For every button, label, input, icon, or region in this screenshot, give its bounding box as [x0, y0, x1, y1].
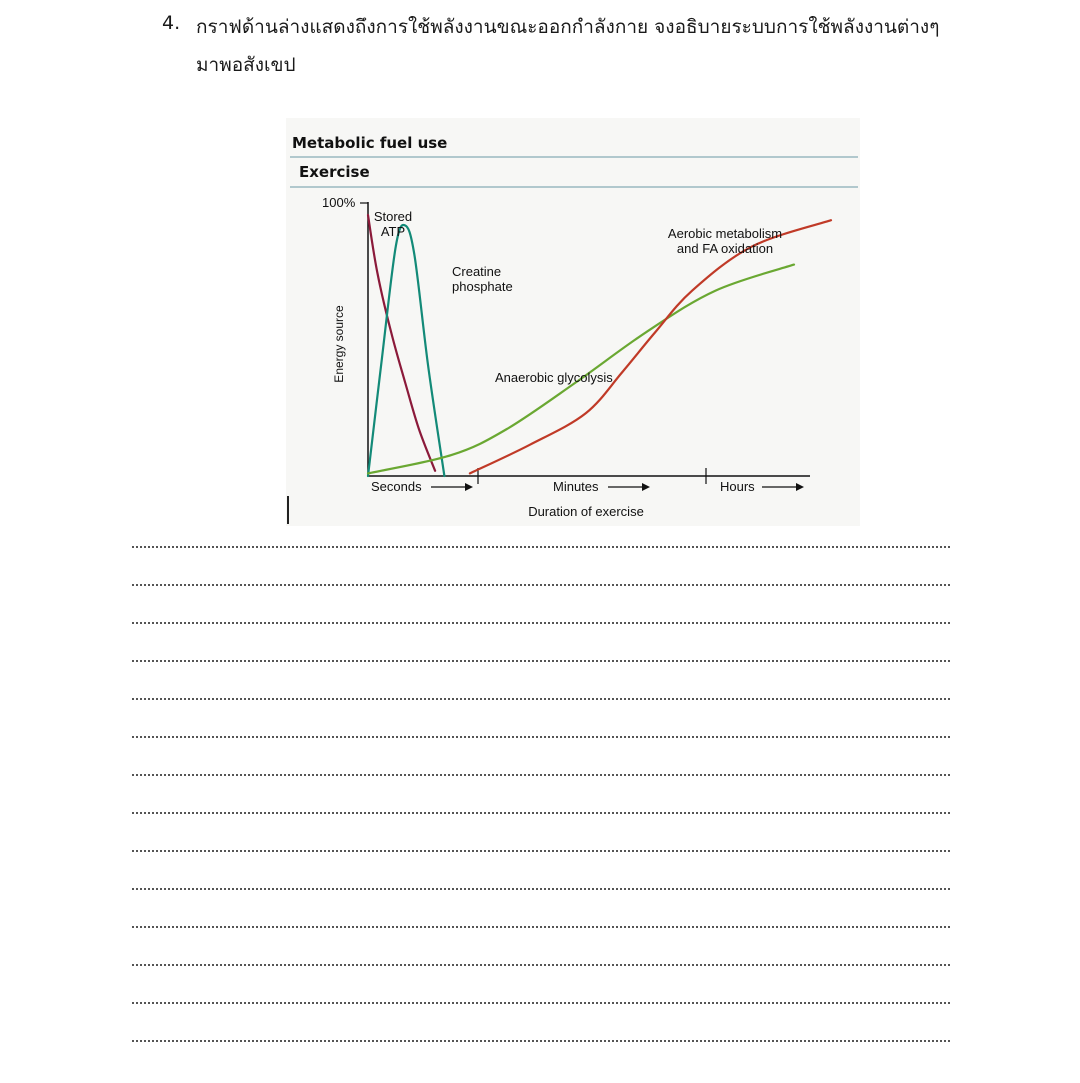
series-label-creatine-phosphate-line-2: phosphate [452, 279, 513, 294]
answer-line[interactable] [132, 954, 950, 992]
figure-header: Metabolic fuel use [292, 134, 448, 152]
x-axis-label: Duration of exercise [528, 504, 644, 519]
answer-line[interactable] [132, 992, 950, 1030]
x-phase-label-hours: Hours [720, 479, 755, 494]
y-axis-label: Energy source [332, 305, 346, 383]
figure-subheader: Exercise [299, 163, 370, 181]
answer-line[interactable] [132, 764, 950, 802]
answer-lines [132, 536, 950, 1068]
series-label-stored-atp-line-2: ATP [380, 224, 406, 239]
answer-line[interactable] [132, 536, 950, 574]
question-number: 4. [162, 12, 181, 34]
series-label-aerobic-metabolism-line-2: and FA oxidation [676, 241, 774, 256]
answer-line[interactable] [132, 688, 950, 726]
figure-background [286, 118, 860, 526]
y-tick-label: 100% [322, 195, 356, 210]
answer-line[interactable] [132, 574, 950, 612]
series-label-creatine-phosphate-line-1: Creatine [452, 264, 502, 279]
metabolic-fuel-figure [286, 118, 860, 526]
answer-line[interactable] [132, 878, 950, 916]
series-label-aerobic-metabolism-line-1: Aerobic metabolism [667, 226, 783, 241]
answer-line[interactable] [132, 1030, 950, 1068]
text-cursor [287, 496, 289, 524]
answer-line[interactable] [132, 916, 950, 954]
answer-line[interactable] [132, 726, 950, 764]
question-text-line-2: มาพอสังเขป [196, 54, 296, 76]
series-label-anaerobic-glycolysis-line-1: Anaerobic glycolysis [495, 370, 613, 385]
series-label-stored-atp-line-1: Stored [373, 209, 413, 224]
x-phase-label-minutes: Minutes [553, 479, 599, 494]
answer-line[interactable] [132, 802, 950, 840]
question-text-line-1: กราฟด้านล่างแสดงถึงการใช้พลังงานขณะออกกำลังกาย จงอธิบายระบบการใช้พลังงานต่างๆ [196, 16, 940, 38]
x-phase-label-seconds: Seconds [371, 479, 422, 494]
answer-line[interactable] [132, 612, 950, 650]
answer-line[interactable] [132, 840, 950, 878]
answer-line[interactable] [132, 650, 950, 688]
chart-svg [286, 118, 860, 526]
